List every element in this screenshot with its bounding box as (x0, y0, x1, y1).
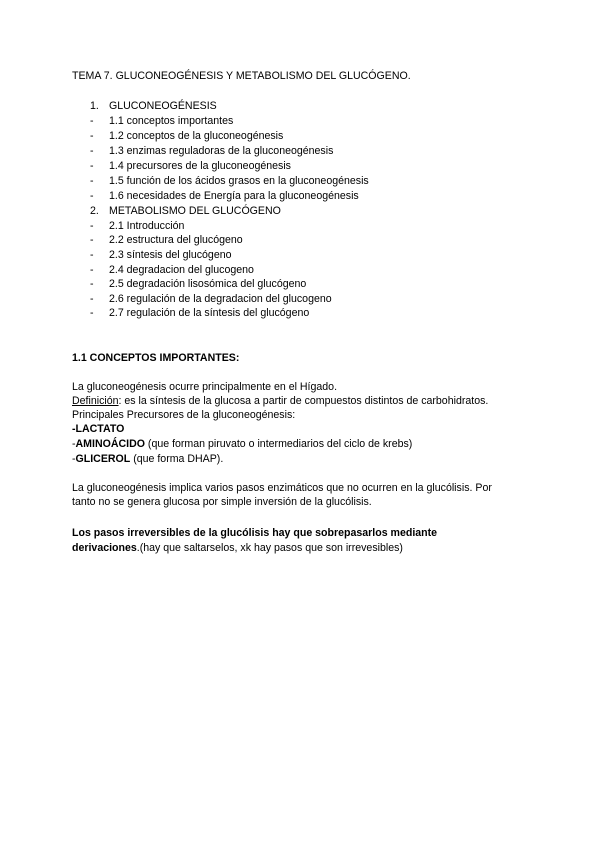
toc-text: 2.2 estructura del glucógeno (109, 234, 243, 246)
toc-marker: - (90, 130, 94, 142)
bold-paragraph-line-2 (72, 542, 403, 555)
toc-text: 2.1 Introducción (109, 220, 185, 232)
section-heading: 1.1 CONCEPTOS IMPORTANTES: (72, 352, 240, 364)
definition-label: Definición (72, 395, 119, 407)
toc-text: 2.6 regulación de la degradacion del glucogeno (109, 293, 332, 305)
lactato-label: LACTATO (75, 423, 125, 435)
precursor-lactato: -LACTATO (72, 423, 125, 435)
aminoacido-label: AMINOÁCIDO (75, 438, 145, 450)
paragraph-2-line-2: tanto no se genera glucosa por simple inversión de la glucólisis. (72, 496, 372, 508)
toc-text: 1.5 función de los ácidos grasos en la gluconeogénesis (109, 175, 369, 187)
toc-marker: - (90, 220, 94, 232)
definition-text: : es la síntesis de la glucosa a partir de compuestos distintos de carbohidratos. (118, 395, 489, 407)
toc-marker: - (90, 145, 94, 157)
bold-paragraph-note: .(hay que saltarselos, xk hay pasos que son irrevesibles) (136, 542, 403, 554)
precursors-intro: Principales Precursores de la gluconeogénesis: (72, 409, 296, 421)
glicerol-note: (que forma DHAP). (130, 453, 224, 465)
toc-text: METABOLISMO DEL GLUCÓGENO (109, 205, 281, 217)
toc-text: 2.4 degradacion del glucogeno (109, 264, 254, 276)
toc-marker: - (90, 293, 94, 305)
toc-text: 2.5 degradación lisosómica del glucógeno (109, 278, 307, 290)
derivaciones-label: derivaciones (72, 542, 137, 554)
toc-text: 1.2 conceptos de la gluconeogénesis (109, 130, 284, 142)
toc-marker: - (90, 278, 94, 290)
toc-marker: - (90, 249, 94, 261)
toc-text: 2.7 regulación de la síntesis del glucógeno (109, 307, 310, 319)
toc-text: 1.6 necesidades de Energía para la gluconeogénesis (109, 190, 359, 202)
toc-text: 1.4 precursores de la gluconeogénesis (109, 160, 291, 172)
definition-line (72, 395, 488, 408)
toc-marker: - (90, 264, 94, 276)
paragraph-2-line-1: La gluconeogénesis implica varios pasos enzimáticos que no ocurren en la glucólisis. Por (72, 482, 492, 494)
toc-marker: - (90, 160, 94, 172)
toc-marker: 1. (90, 100, 99, 112)
aminoacido-note: (que forman piruvato o intermediarios del ciclo de krebs) (144, 438, 413, 450)
toc-marker: - (90, 190, 94, 202)
intro-paragraph: La gluconeogénesis ocurre principalmente en el Hígado. (72, 381, 338, 393)
document-title: TEMA 7. GLUCONEOGÉNESIS Y METABOLISMO DEL GLUCÓGENO. (72, 70, 411, 82)
precursor-aminoacido: -AMINOÁCIDO (que forman piruvato o intermediarios del ciclo de krebs) (72, 438, 413, 450)
toc-marker: - (90, 115, 94, 127)
toc-marker: - (90, 307, 94, 319)
bold-paragraph-line-1: Los pasos irreversibles de la glucólisis hay que sobrepasarlos mediante (72, 527, 438, 539)
toc-text: GLUCONEOGÉNESIS (109, 100, 217, 112)
toc-marker: - (90, 234, 94, 246)
toc-marker: 2. (90, 205, 99, 217)
toc-text: 1.1 conceptos importantes (109, 115, 234, 127)
toc-text: 1.3 enzimas reguladoras de la gluconeogénesis (109, 145, 334, 157)
glicerol-label: GLICEROL (75, 453, 131, 465)
precursor-glicerol: -GLICEROL (que forma DHAP). (72, 453, 224, 465)
toc-text: 2.3 síntesis del glucógeno (109, 249, 232, 261)
toc-marker: - (90, 175, 94, 187)
